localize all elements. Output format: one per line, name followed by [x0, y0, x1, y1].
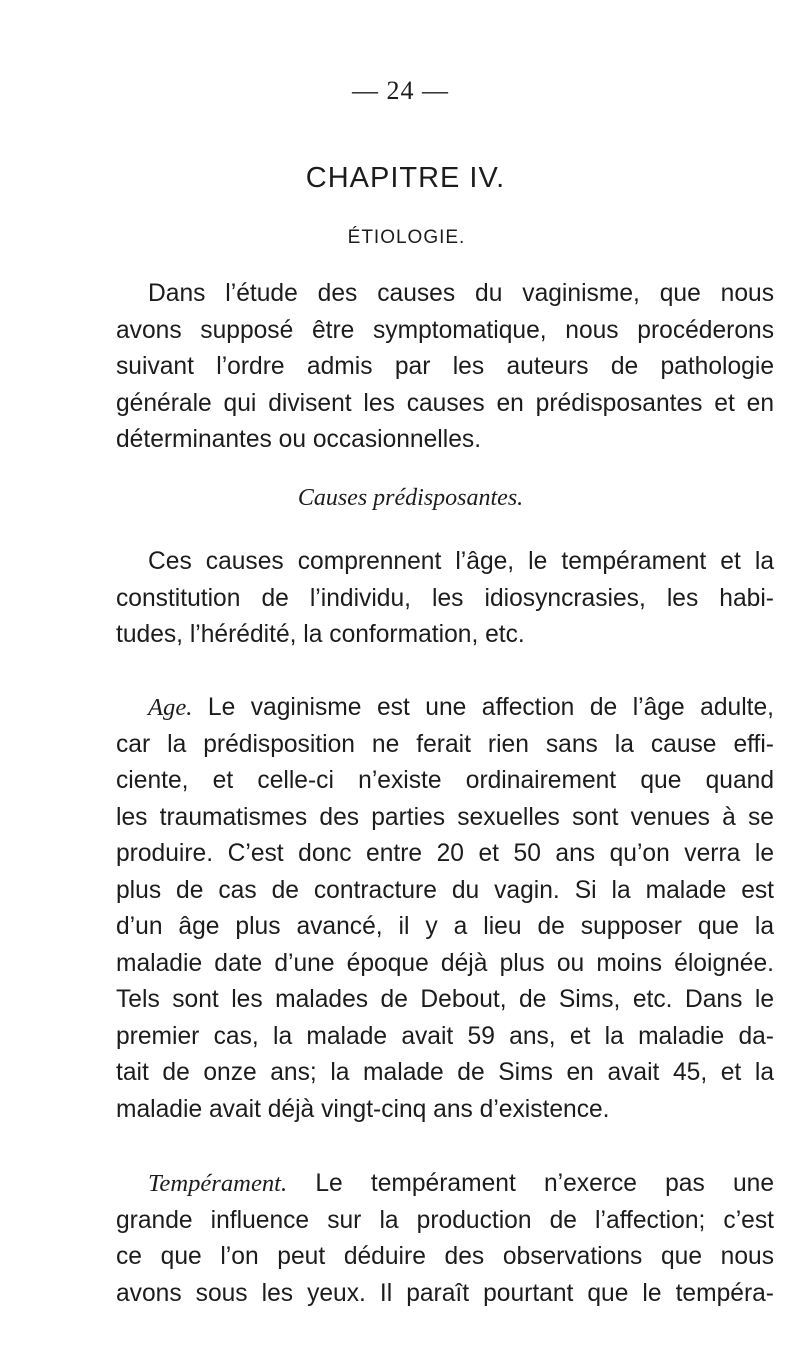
text-line: avons sous les yeux. Il paraît pourtant que le tempéra- — [116, 1279, 774, 1307]
text-line: avons supposé être symptomatique, nous procéderons — [116, 316, 774, 344]
text-run: Le tempérament n’exerce pas une — [287, 1170, 774, 1197]
text-line: d’un âge plus avancé, il y a lieu de supposer que la — [116, 913, 774, 940]
chapter-title: CHAPITRE IV. — [305, 162, 506, 194]
paragraph-intro — [116, 276, 774, 459]
text-line: suivant l’ordre admis par les auteurs de pathologie — [116, 353, 774, 380]
run-in-heading-temperament: Tempérament. — [148, 1170, 288, 1197]
text-line — [116, 690, 774, 727]
text-line: car la prédisposition ne ferait rien sans la cause effi- — [116, 730, 774, 758]
text-line: ciente, et celle-ci n’existe ordinairement que quand — [116, 767, 774, 794]
text-line: premier cas, la malade avait 59 ans, et la maladie da- — [116, 1022, 774, 1050]
text-run: Le vaginisme est une affection de l’âge adulte, — [192, 694, 774, 721]
text-line: tait de onze ans; la malade de Sims en avait 45, et la — [116, 1059, 774, 1086]
text-line: Ces causes comprennent l’âge, le tempérament et la — [148, 548, 774, 575]
text-line: ce que l’on peut déduire des observations que nous — [116, 1243, 774, 1270]
text-line: grande influence sur la production de l’affection; c’est — [116, 1206, 774, 1234]
text-line: tudes, l’hérédité, la conformation, etc. — [116, 621, 525, 648]
text-line: maladie avait déjà vingt-cinq ans d’existence. — [116, 1095, 610, 1123]
text-line — [116, 1166, 774, 1203]
text-line: produire. C’est donc entre 20 et 50 ans qu’on verra le — [116, 840, 774, 867]
subheading: Causes prédisposantes. — [297, 485, 524, 511]
text-line: déterminantes ou occasionnelles. — [116, 426, 482, 453]
text-line: constitution de l’individu, les idiosyncrasies, les habi- — [116, 584, 774, 612]
text-line: les traumatismes des parties sexuelles sont venues à se — [116, 803, 774, 831]
text-line: générale qui divisent les causes en prédisposantes et en — [116, 389, 774, 417]
text-line: maladie date d’une époque déjà plus ou moins éloignée. — [116, 949, 774, 977]
page-number: — 24 — — [352, 76, 449, 105]
paragraph-temperament — [116, 1166, 774, 1312]
text-line: Dans l’étude des causes du vaginisme, que nous — [148, 280, 774, 307]
run-in-heading-age: Age. — [148, 694, 193, 721]
text-line: plus de cas de contracture du vagin. Si la malade est — [116, 876, 774, 904]
paragraph-causes — [116, 544, 774, 654]
section-title: ÉTIOLOGIE. — [347, 227, 466, 248]
text-line: Tels sont les malades de Debout, de Sims, etc. Dans le — [116, 986, 774, 1013]
paragraph-age — [116, 690, 774, 1128]
